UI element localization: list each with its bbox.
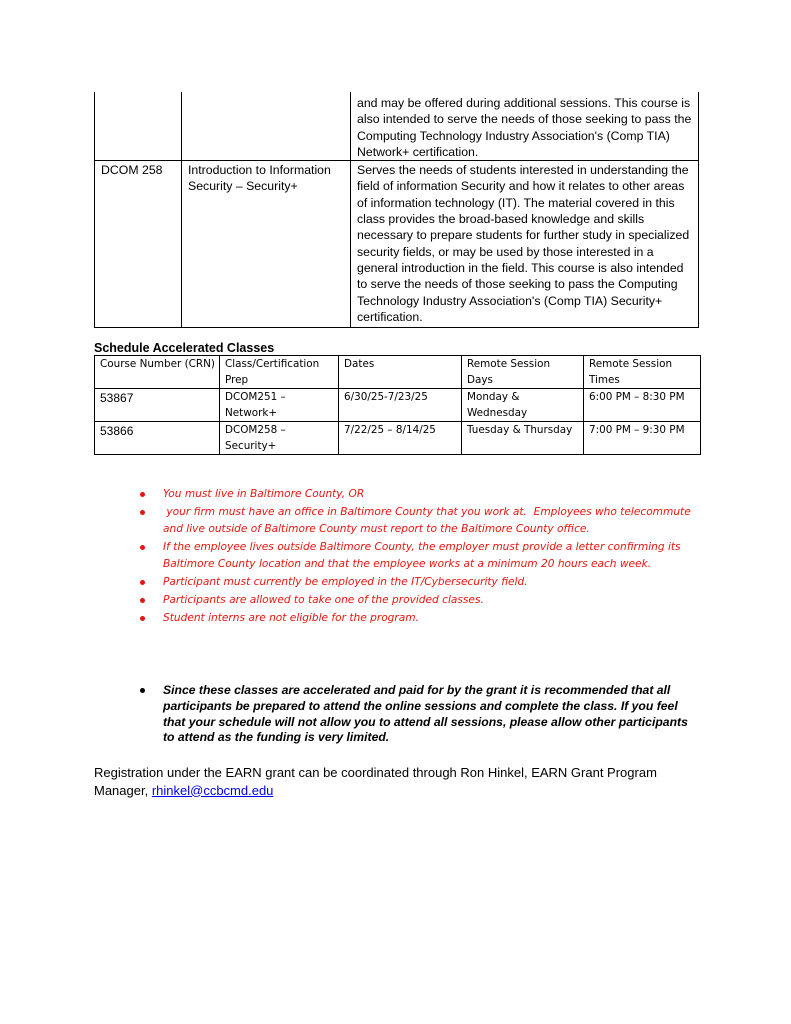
list-item bbox=[140, 486, 700, 503]
days-cell: Monday & Wednesday bbox=[462, 389, 584, 422]
table-row bbox=[95, 92, 699, 161]
class-cell: DCOM258 – Security+ bbox=[220, 422, 339, 455]
times-cell: 7:00 PM – 9:30 PM bbox=[584, 422, 701, 455]
list-item bbox=[140, 504, 700, 538]
dates-cell: 7/22/25 – 8/14/25 bbox=[339, 422, 462, 455]
note-text: Since these classes are accelerated and paid for by the grant it is recommended that all participants be prepared to attend the online sessions and complete the class. If you feel that your schedule will not allow you to attend all sessions, please allow other participants to attend as the funding is very limited. bbox=[163, 683, 688, 745]
bullet-icon bbox=[140, 492, 145, 497]
header-row bbox=[95, 356, 701, 389]
requirement-text: Student interns are not eligible for the program. bbox=[163, 612, 419, 624]
requirement-text: Participants are allowed to take one of the provided classes. bbox=[163, 594, 484, 606]
title-cell bbox=[182, 92, 351, 161]
requirement-text: your firm must have an office in Baltimore County that you work at. Employees who telecommute and live outside of Baltimore County must report to the Baltimore County office. bbox=[163, 506, 695, 535]
course-description: Serves the needs of students interested in understanding the field of information Security and how it relates to other areas of information technology (IT). The material covered in this class provides the broad-based knowledge and skills necessary to prepare students for further study in specialized security fields, or may be used by those interested in a general introduction in the field. This course is also intended to serve the needs of those seeking to pass the Computing Technology Industry Association's (Comp TIA) Security+ certification. bbox=[351, 161, 699, 328]
course-code: DCOM 258 bbox=[95, 161, 182, 328]
bullet-icon bbox=[140, 616, 145, 621]
bullet-icon bbox=[140, 545, 145, 550]
bullet-icon bbox=[140, 598, 145, 603]
bullet-icon bbox=[140, 510, 145, 515]
requirement-text: Participant must currently be employed in the IT/Cybersecurity field. bbox=[163, 576, 528, 588]
header-crn: Course Number (CRN) bbox=[95, 356, 220, 389]
description-cell: and may be offered during additional sessions. This course is also intended to serve the needs of those seeking to pass the Computing Technology Industry Association's (Comp TIA) Network+ certification. bbox=[351, 92, 699, 161]
requirement-text: You must live in Baltimore County, OR bbox=[163, 488, 365, 500]
list-item bbox=[140, 610, 700, 627]
class-cell: DCOM251 – Network+ bbox=[220, 389, 339, 422]
bullet-icon bbox=[140, 580, 145, 585]
crn-cell: 53867 bbox=[95, 389, 220, 422]
course-title: Introduction to Information Security – Security+ bbox=[182, 161, 351, 328]
schedule-heading: Schedule Accelerated Classes bbox=[94, 341, 275, 355]
bullet-icon bbox=[140, 688, 145, 693]
requirements-list bbox=[140, 486, 700, 628]
list-item bbox=[140, 592, 700, 609]
header-dates: Dates bbox=[339, 356, 462, 389]
header-times: Remote Session Times bbox=[584, 356, 701, 389]
table-row bbox=[95, 389, 701, 422]
list-item bbox=[140, 574, 700, 591]
code-cell bbox=[95, 92, 182, 161]
times-cell: 6:00 PM – 8:30 PM bbox=[584, 389, 701, 422]
dates-cell: 6/30/25-7/23/25 bbox=[339, 389, 462, 422]
header-class: Class/Certification Prep bbox=[220, 356, 339, 389]
days-cell: Tuesday & Thursday bbox=[462, 422, 584, 455]
requirement-text: If the employee lives outside Baltimore County, the employer must provide a letter confirming its Baltimore County location and that the employee works at a minimum 20 hours each week. bbox=[163, 541, 681, 570]
note-list bbox=[140, 683, 700, 746]
schedule-table bbox=[94, 355, 701, 455]
header-days: Remote Session Days bbox=[462, 356, 584, 389]
list-item bbox=[140, 683, 700, 746]
crn-cell: 53866 bbox=[95, 422, 220, 455]
table-row bbox=[95, 161, 699, 328]
registration-paragraph bbox=[94, 764, 694, 799]
list-item bbox=[140, 539, 700, 573]
registration-text: Registration under the EARN grant can be coordinated through Ron Hinkel, EARN Grant Program Manager, bbox=[94, 765, 657, 798]
email-link[interactable]: rhinkel@ccbcmd.edu bbox=[151, 782, 274, 798]
course-description-table bbox=[94, 92, 699, 328]
table-row bbox=[95, 422, 701, 455]
